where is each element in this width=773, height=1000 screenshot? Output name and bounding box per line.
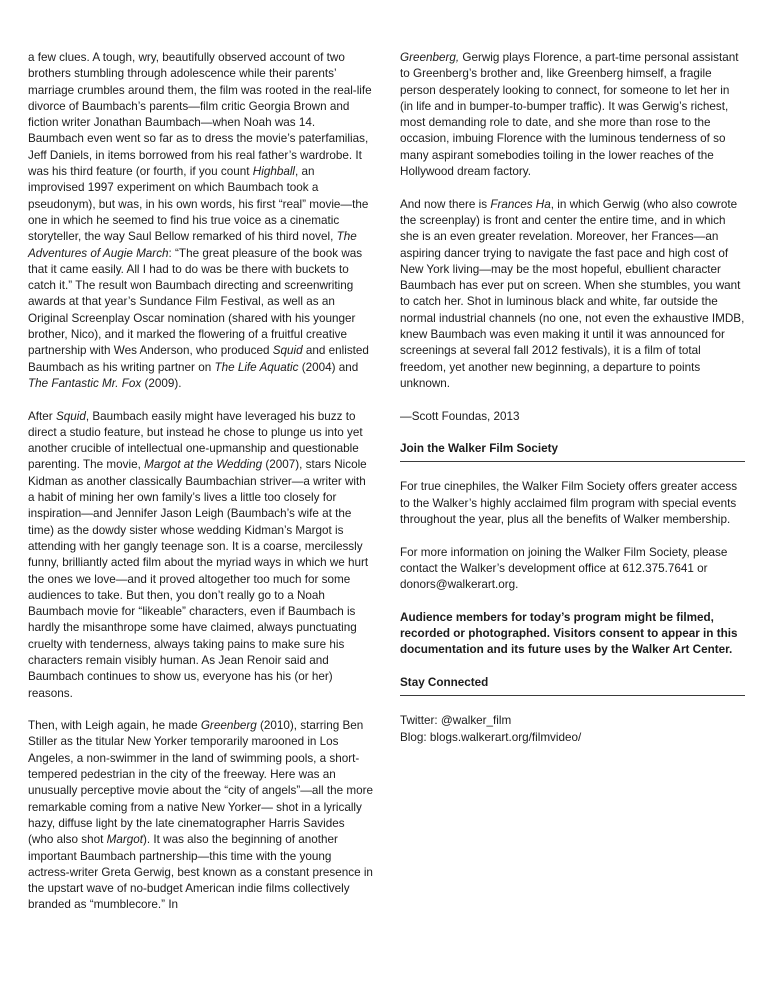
paragraph-margot-at-the-wedding: After Squid, Baumbach easily might have leveraged his buzz to direct a studio feature, but instead he chose to plunge us into yet another crucible of intellectual one-upmanship and questionable parenting. The movie, Margot at the Wedding (2007), stars Nicole Kidman as another classically Baumbachian striver—a writer with a habit of mining her own family’s lives a little too closely for inspiration—and Jennifer Jason Leigh (Baumbach’s wife at the time) as the dowdy sister whose wedding Kidman’s Margot is attending with her gangly teenage son. It is a coarse, mercilessly funny, brilliantly acted film about the myriad ways in which we hurt the ones we love—and it proved altogether too much for some audiences to take. But then, you don’t really go to a Noah Baumbach movie for “likeable” characters, even if Baumbach is hardly the misanthrope some have claimed, always punctuating cruelty with tenderness, always taking pains to make sure his characters remain visibly human. As Jean Renoir said and Baumbach continues to show us, everyone has his (or her) reasons. [28,409,369,700]
right-column [400,50,745,930]
paragraph-squid-and-whale: a few clues. A tough, wry, beautifully observed account of two brothers stumbling through adolescence while their parents’ marriage crumbles around them, the film was rooted in the real-life divorce of Baumbach’s parents—film critic Georgia Brown and fiction writer Jonathan Baumbach—when Noah was 14. Baumbach even went so far as to dress the movie’s paterfamilias, Jeff Daniels, in items borrowed from his real father’s wardrobe. It was his third feature (or fourth, if you count Highball, an improvised 1997 experiment on which Baumbach took a pseudonym), but was, in his own words, his first “real” movie—the one in which he seemed to find his true voice as a cinematic storyteller, the way Saul Bellow remarked of his third novel, The Adventures of Augie March: “The great pleasure of the book was that it came easily. All I had to do was be there with buckets to catch it.” The result won Baumbach directing and screenwriting awards at that year’s Sundance Film Festival, as well as an Original Screenplay Oscar nomination (shared with his younger brother, Nico), and it marked the flowering of a fruitful creative partnership with Wes Anderson, who produced Squid and enlisted Baumbach as his writing partner on The Life Aquatic (2004) and The Fantastic Mr. Fox (2009). [28,51,372,390]
left-column [28,50,373,930]
paragraph-film-society-benefits: For true cinephiles, the Walker Film Society offers greater access to the Walker’s highly acclaimed film program with special events throughout the year, plus all the benefits of Walker membership. [400,480,738,527]
paragraph-gerwig-florence: Greenberg, Gerwig plays Florence, a part-time personal assistant to Greenberg’s brother and, like Greenberg himself, a fragile person desperately looking to connect, for someone to let her in (in life and in bumper-to-bumper traffic). It was Gerwig’s richest, most demanding role to date, and she more than rose to the occasion, imbuing Florence with the luminous tenderness of so many aspirant somebodies toiling in the lower reaches of the Hollywood dream factory. [400,51,739,179]
paragraph-film-society-contact: For more information on joining the Walker Film Society, please contact the Walker’s development office at 612.375.7641 or donors@walkerart.org. [400,545,728,592]
section-heading-stay-connected: Stay Connected [400,675,745,696]
section-heading-join-film-society: Join the Walker Film Society [400,441,745,462]
paragraph-frances-ha: And now there is Frances Ha, in which Gerwig (who also cowrote the screenplay) is front and center the entire time, and in which she is an even greater revelation. Moreover, her Frances—an aspiring dancer trying to navigate the fast pace and high cost of New York living—may be the most hopeful, ebullient character Baumbach has ever put on screen. When she stumbles, you want to catch her. Shot in luminous black and white, far outside the normal industrial channels (no one, not even the exhaustive IMDB, knew Baumbach was even making it until it was announced for screenings at several fall 2012 festivals), it is a film of total freedom, yet another new beginning, a departure to points unknown. [400,197,745,390]
byline-scott-foundas: —Scott Foundas, 2013 [400,409,520,423]
paragraph-filming-notice: Audience members for today’s program might be filmed, recorded or photographed. Visitors consent to appear in this documentation and its future uses by the Walker Art Center. [400,610,738,657]
two-column-layout [28,50,745,930]
paragraph-greenberg: Then, with Leigh again, he made Greenberg (2010), starring Ben Stiller as the titular New Yorker temporarily marooned in Los Angeles, a non-swimmer in the land of swimming pools, a short-tempered pedestrian in the city of the freeway. Here was an unusually perceptive movie about the “city of angels”—all the more remarkable coming from a native New Yorker— shot in a lyrically hazy, diffuse light by the late cinematographer Harris Savides (who also shot Margot). It was also the beginning of another important Baumbach partnership—this time with the young actress-writer Greta Gerwig, best known as a constant presence in the upstart wave of no-budget American indie films collectively branded as “mumblecore.” In [28,719,373,912]
paragraph-social-links: Twitter: @walker_film Blog: blogs.walkerart.org/filmvideo/ [400,714,582,744]
